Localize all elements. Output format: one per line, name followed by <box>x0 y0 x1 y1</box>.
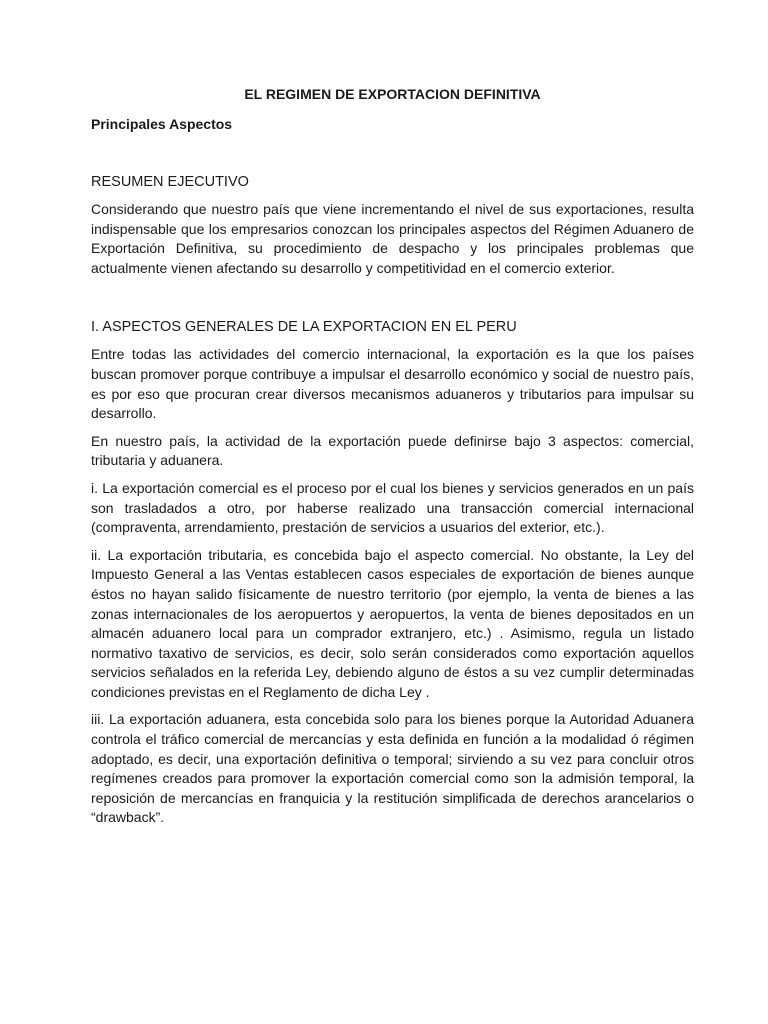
document-title: EL REGIMEN DE EXPORTACION DEFINITIVA <box>244 86 541 102</box>
paragraph: Entre todas las actividades del comercio internacional, la exportación es la que los países buscan promover porque contribuye a impulsar el desarrollo económico y social de nuestro país, es por eso que procuran crear diversos mecanismos aduaneros y tributarios para impulsar su desarrollo. <box>91 346 694 422</box>
section-spacer <box>91 286 694 317</box>
paragraph: iii. La exportación aduanera, esta concebida solo para los bienes porque la Autoridad Aduanera controla el tráfico comercial de mercancías y esta definida en función a la modalidad ó régimen adoptado, es decir, una exportación definitiva o temporal; sirviendo a su vez para concluir otros regímenes creados para promover la exportación comercial como son la admisión temporal, la reposición de mercancías en franquicia y la restitución simplificada de derechos arancelarios o “drawback”. <box>91 711 694 826</box>
document-page <box>91 84 694 836</box>
paragraph: En nuestro país, la actividad de la exportación puede definirse bajo 3 aspectos: comercial, tributaria y aduanera. <box>91 432 694 469</box>
paragraph: i. La exportación comercial es el proceso por el cual los bienes y servicios generados en un país son trasladados a otro, por haberse realizado una transacción comercial internacional (compraventa, arrendamiento, prestación de servicios a usuarios del exterior, etc.). <box>91 479 694 536</box>
section-heading-aspectos: I. ASPECTOS GENERALES DE LA EXPORTACION EN EL PERU <box>91 319 517 336</box>
paragraph: Considerando que nuestro país que viene incrementando el nivel de sus exportaciones, resulta indispensable que los empresarios conozcan los principales aspectos del Régimen Aduanero de Exportación Definitiva, su procedimiento de despacho y los principales problemas que actualmente vienen afectando su desarrollo y competitividad en el comercio exterior. <box>91 201 694 276</box>
section-heading-resumen: RESUMEN EJECUTIVO <box>91 174 249 190</box>
document-subtitle: Principales Aspectos <box>91 116 233 132</box>
paragraph: ii. La exportación tributaria, es concebida bajo el aspecto comercial. No obstante, la Ley del Impuesto General a las Ventas establecen casos especiales de exportación de bienes aunque éstos no hayan salido físicamente de nuestro territorio (por ejemplo, la venta de bienes a las zonas internacionales de los aeropuertos y aeropuertos, la venta de bienes depositados en un almacén aduanero local para un comprador extranjero, etc.) . Asimismo, regula un listado normativo taxativo de servicios, es decir, solo serán considerados como exportación aquellos servicios señalados en la referida Ley, debiendo alguno de éstos a su vez cumplir determinadas condiciones previstas en el Reglamento de dicha Ley . <box>91 546 694 700</box>
